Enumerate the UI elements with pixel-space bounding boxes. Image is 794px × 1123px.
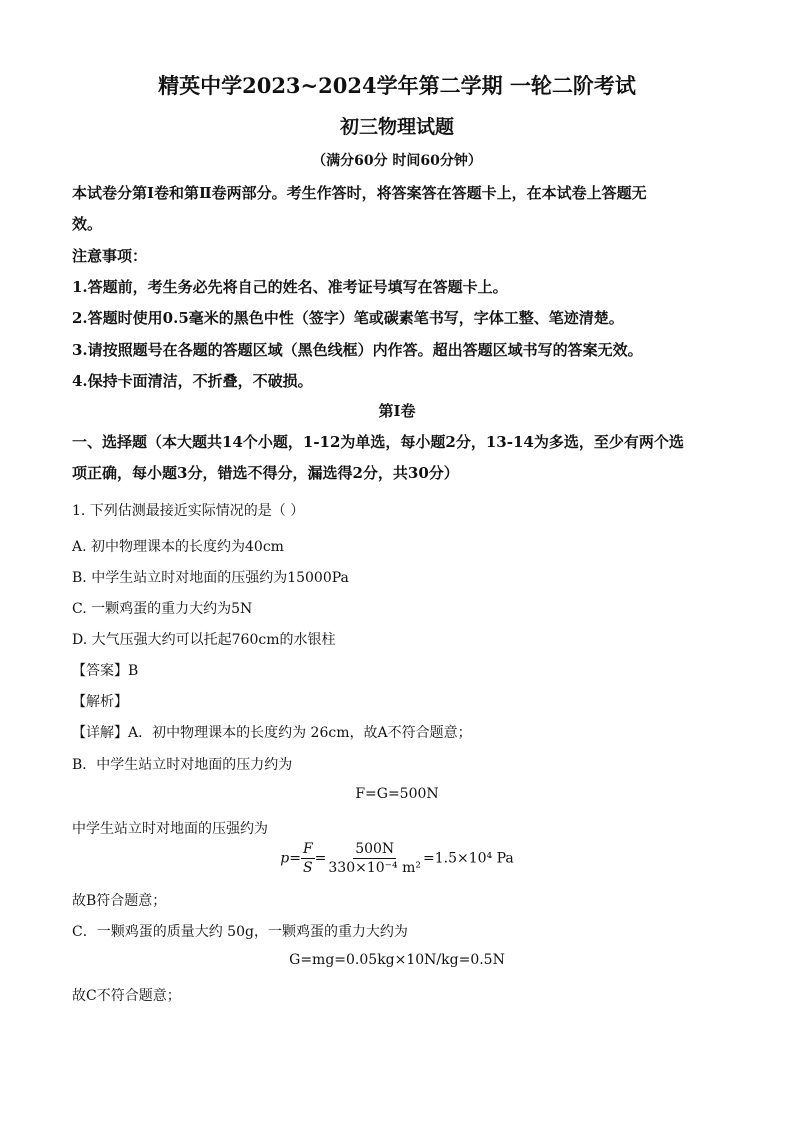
formula-result: =1.5×10⁴ Pa bbox=[423, 850, 514, 867]
section-heading-1: 一、选择题（本大题共14个小题，1-12为单选，每小题2分，13-14为多选，至少有两个选 bbox=[72, 433, 684, 451]
option-a: A. 初中物理课本的长度约为40cm bbox=[72, 539, 284, 555]
option-b: B. 中学生站立时对地面的压强约为15000Pa bbox=[72, 570, 349, 586]
formula-p-lhs: p= bbox=[280, 850, 301, 867]
option-d: D. 大气压强大约可以托起760cm的水银柱 bbox=[72, 632, 336, 648]
note-4: 4.保持卡面清洁，不折叠，不破损。 bbox=[72, 372, 313, 390]
fraction-f-over-s: $\frac{F}{S}$ bbox=[302, 841, 313, 876]
pressure-formula bbox=[0, 840, 794, 877]
note-2: 2.答题时使用0.5毫米的黑色中性（签字）笔或碳素笔书写，字体工整、笔迹清楚。 bbox=[72, 309, 624, 327]
option-c: C. 一颗鸡蛋的重力大约为5N bbox=[72, 601, 253, 617]
detail-a: 【详解】A．初中物理课本的长度约为 26cm，故A不符合题意； bbox=[72, 725, 472, 741]
section-heading-2: 项正确，每小题3分，错选不得分，漏选得2分，共30分） bbox=[72, 464, 459, 482]
pressure-intro: 中学生站立时对地面的压强约为 bbox=[72, 821, 268, 837]
analysis-label: 【解析】 bbox=[72, 694, 128, 710]
formula-force: F=G=500N bbox=[355, 786, 439, 802]
intro-line-2: 效。 bbox=[72, 215, 103, 233]
c-conclusion: 故C不符合题意； bbox=[72, 988, 181, 1004]
exam-subject: 初三物理试题 bbox=[339, 116, 454, 138]
formula-equals: = bbox=[314, 850, 327, 867]
answer-label: 【答案】B bbox=[72, 663, 139, 679]
exam-title: 精英中学2023~2024学年第二学期 一轮二阶考试 bbox=[158, 73, 636, 98]
detail-c: C．一颗鸡蛋的质量大约 50g，一颗鸡蛋的重力大约为 bbox=[72, 924, 408, 940]
volume-label: 第Ⅰ卷 bbox=[378, 402, 416, 420]
note-3: 3.请按照题号在各题的答题区域（黑色线框）内作答。超出答题区域书写的答案无效。 bbox=[72, 341, 643, 359]
note-1: 1.答题前，考生务必先将自己的姓名、准考证号填写在答题卡上。 bbox=[72, 278, 508, 296]
notes-title: 注意事项： bbox=[72, 247, 148, 265]
b-conclusion: 故B符合题意； bbox=[72, 893, 167, 909]
exam-meta: （满分60分 时间60分钟） bbox=[312, 153, 482, 169]
intro-line-1: 本试卷分第Ⅰ卷和第Ⅱ卷两部分。考生作答时，将答案答在答题卡上，在本试卷上答题无 bbox=[72, 184, 647, 202]
question-stem: 1. 下列估测最接近实际情况的是（ ） bbox=[72, 503, 305, 519]
fraction-values: $\frac{500N}{\text{330×10⁻⁴ m²}}$ bbox=[328, 841, 421, 876]
formula-weight: G=mg=0.05kg×10N/kg=0.5N bbox=[289, 952, 505, 968]
detail-b: B．中学生站立时对地面的压力约为 bbox=[72, 757, 293, 773]
